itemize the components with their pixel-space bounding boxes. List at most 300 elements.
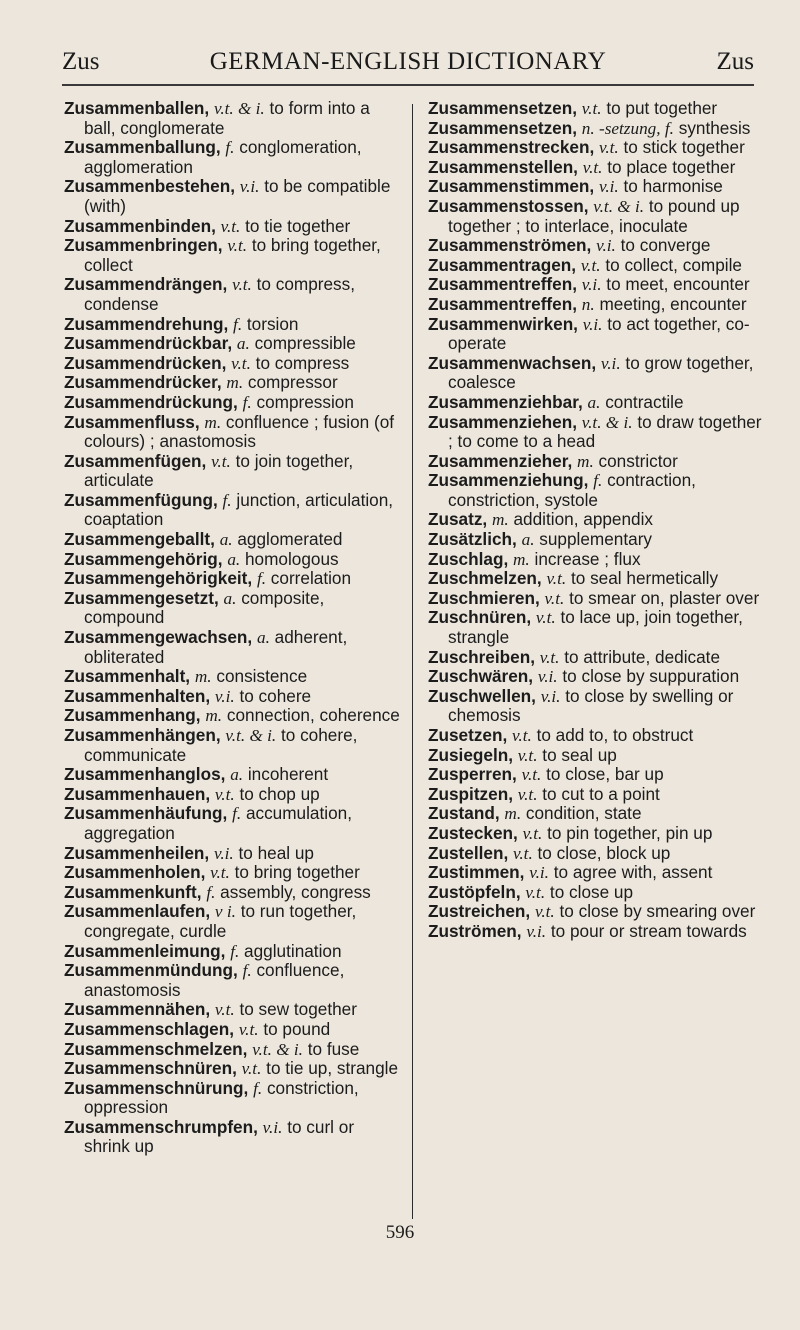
definition: to compress [255,352,350,373]
definition: to pound [263,1018,331,1039]
definition: to heal up [238,842,314,863]
headword: Zusammenballen, [64,98,210,118]
headword: Zuschwären, [428,666,534,687]
grammar-label: f. [230,941,240,961]
definition: composite, compound [84,587,325,628]
headword: Zuschlag, [428,548,509,569]
dictionary-entry [64,550,400,570]
grammar-label: m. [504,804,522,824]
definition: to act together, co-operate [448,313,750,354]
dictionary-entry [428,648,764,668]
dictionary-entry [64,236,400,275]
dictionary-entry [428,804,764,824]
headword: Zusammendrückung, [64,391,238,412]
headword: Zustand, [428,803,500,824]
dictionary-entry [64,706,400,726]
grammar-label: v.t. & i. [252,1039,303,1059]
headword: Zusammengehörig, [64,548,223,569]
definition: agglutination [244,940,342,961]
dictionary-entry [428,824,764,844]
grammar-label: v.t. [232,275,252,295]
grammar-label: v.t. [210,863,230,883]
definition: to chop up [239,783,320,804]
definition: to run together, congregate, curdle [84,901,357,941]
definition: to bring together [234,862,360,883]
definition: to pour or stream towards [550,920,747,941]
grammar-label: f. [222,490,232,510]
dictionary-entry [64,726,400,765]
headword: Zusammenstimmen, [428,176,595,197]
dictionary-entry [64,1040,400,1060]
dictionary-entry [428,315,764,354]
dictionary-entry [428,393,764,413]
grammar-label: v.t. & i. [225,726,277,745]
headword: Zusammenstellen, [428,156,578,177]
grammar-label: v.t. [513,843,533,863]
headword: Zusammenziehen, [428,411,577,432]
dictionary-entry [64,765,400,785]
dictionary-entry [428,177,764,197]
grammar-label: n. [581,294,595,314]
grammar-label: v.i. [213,843,234,863]
definition: confluence ; fusion (of colours) ; anastomosis [84,411,395,452]
dictionary-entry [428,589,764,609]
definition: supplementary [539,529,653,550]
running-head-left: Zus [62,48,100,75]
headword: Zusammensetzen, [428,117,578,138]
headword: Zusammenzieher, [428,450,573,471]
dictionary-entry [428,119,764,139]
grammar-label: v.t. [241,1059,262,1079]
dictionary-entry [64,354,400,374]
definition: to close by swelling or chemosis [448,685,734,726]
dictionary-entry [64,687,400,707]
definition: to tie together [245,215,351,236]
definition: to curl or shrink up [84,1116,355,1157]
grammar-label: n. -setzung, f. [581,118,674,138]
grammar-label: v.i. [596,236,616,256]
definition: to lace up, join together, strangle [448,607,743,648]
grammar-label: v.t. [211,451,231,471]
headword: Zusammentreffen, [428,293,577,314]
grammar-label: m. [492,510,509,530]
headword: Zusammenhängen, [64,725,221,745]
definition: to place together [607,156,736,177]
dictionary-entry [428,275,764,295]
definition: to seal hermetically [570,568,719,589]
dictionary-entry [64,452,400,491]
headword: Zusammengewachsen, [64,627,253,648]
headword: Zusammenholen, [64,862,206,883]
definition: to stick together [623,137,745,158]
grammar-label: v.i. [239,177,260,197]
definition: to bring together, collect [84,235,381,275]
dictionary-entry [64,413,400,452]
grammar-label: a. [219,530,233,550]
dictionary-entry [64,1079,400,1118]
dictionary-entry [428,197,764,236]
dictionary-entry [64,667,400,687]
headword: Zusammenkunft, [64,881,202,902]
dictionary-entry [64,491,400,530]
dictionary-entry [64,569,400,589]
definition: to put together [606,98,718,118]
headword: Zusammendrängen, [64,274,228,295]
grammar-label: a. [223,588,237,608]
dictionary-entry [428,138,764,158]
definition: to compress, condense [84,274,356,314]
grammar-label: v.t. [517,745,538,765]
grammar-label: v.t. [546,569,567,589]
definition: to agree with, assent [553,862,713,883]
headword: Zusammendrehung, [64,313,229,334]
grammar-label: m. [205,706,223,726]
headword: Zusammendrücken, [64,352,227,373]
grammar-label: v.t. [525,882,546,902]
headword: Zusammennähen, [64,999,211,1020]
dictionary-entry [64,393,400,413]
right-column [428,99,764,942]
grammar-label: v.t. [227,236,248,256]
definition: to close up [549,881,634,902]
definition: accumulation, aggregation [84,803,352,843]
dictionary-entry [64,804,400,843]
dictionary-entry [64,883,400,903]
dictionary-entry [64,315,400,335]
definition: conglomeration, agglomeration [84,137,362,177]
definition: to seal up [542,744,617,765]
headword: Zusammendrückbar, [64,333,233,354]
definition: to cohere, communicate [84,725,358,765]
grammar-label: f. [242,392,252,412]
dictionary-entry [428,902,764,922]
definition: assembly, congress [220,881,371,902]
headword: Zusammenwachsen, [428,352,597,373]
headword: Zuschnüren, [428,607,532,628]
grammar-label: v.t. [535,608,556,628]
definition: to close by smearing over [559,901,756,922]
definition: to tie up, strangle [266,1058,399,1079]
definition: to smear on, plaster over [569,587,760,608]
definition: torsion [246,313,299,334]
grammar-label: f. [225,138,235,158]
dictionary-entry [64,334,400,354]
headword: Zusammenschnüren, [64,1058,237,1079]
headword: Zusammenschmelzen, [64,1038,248,1059]
definition: increase ; flux [534,548,641,569]
definition: to close, bar up [546,764,664,785]
definition: compressible [254,333,356,354]
dictionary-entry [64,902,400,941]
headword: Zusammenwirken, [428,313,578,334]
headword: Zusammenhang, [64,705,201,726]
dictionary-entry [428,844,764,864]
grammar-label: v.t. & i. [581,412,633,432]
grammar-label: f. [593,471,603,491]
grammar-label: m. [226,373,244,393]
headword: Zusammenschlagen, [64,1018,235,1039]
dictionary-entry [428,883,764,903]
dictionary-entry [64,530,400,550]
grammar-label: f. [256,569,267,589]
grammar-label: f. [233,314,243,334]
grammar-label: f. [242,961,252,981]
headword: Zusammenmündung, [64,960,238,981]
grammar-label: v.t. [534,902,555,922]
definition: to form into a ball, conglomerate [84,98,370,138]
definition: compressor [247,372,338,393]
dictionary-entry [428,510,764,530]
definition: connection, coherence [226,705,400,726]
headword: Zusatz, [428,509,488,530]
dictionary-entry [64,138,400,177]
grammar-label: f. [253,1078,263,1098]
dictionary-entry [64,942,400,962]
headword: Zusammenleimung, [64,940,226,961]
definition: to join together, articulate [84,450,354,491]
dictionary-entry [428,550,764,570]
definition: agglomerated [237,529,343,550]
grammar-label: m. [513,549,530,569]
grammar-label: a. [236,334,250,354]
headword: Zustöpfeln, [428,881,521,902]
grammar-label: v.t. [580,255,601,275]
headword: Zusammenballung, [64,137,221,158]
grammar-label: v.t. [231,353,251,373]
dictionary-entry [428,863,764,883]
dictionary-entry [428,785,764,805]
grammar-label: v.i. [598,177,619,197]
grammar-label: v.i. [600,353,621,373]
headword: Zusammenstrecken, [428,137,595,158]
running-head-right: Zus [716,48,754,75]
headword: Zusammensetzen, [428,98,578,118]
dictionary-entry [428,746,764,766]
headword: Zuströmen, [428,920,522,941]
dictionary-entry [64,785,400,805]
grammar-label: v.t. [539,647,560,667]
dictionary-entry [428,471,764,510]
grammar-label: a. [587,392,601,412]
dictionary-entry [428,236,764,256]
dictionary-entry [428,354,764,393]
grammar-label: v.t. [581,99,602,118]
headword: Zuschreiben, [428,646,535,667]
headword: Zusetzen, [428,725,508,745]
grammar-label: v.t. & i. [593,196,645,216]
grammar-label: v.t. [214,1000,235,1020]
grammar-label: m. [577,451,594,471]
grammar-label: v.i. [262,1117,283,1137]
headword: Zustimmen, [428,862,525,883]
dictionary-entry [64,844,400,864]
headword: Zusammenhanglos, [64,764,226,785]
definition: to harmonise [623,176,723,197]
definition: condition, state [525,803,642,824]
headword: Zusammenstossen, [428,195,589,216]
headword: Zusammengeballt, [64,529,215,550]
headword: Zustreichen, [428,901,531,922]
dictionary-entry [428,256,764,276]
dictionary-entry [428,295,764,315]
definition: adherent, obliterated [84,627,348,667]
headword: Zusammenhalten, [64,685,211,706]
headword: Zustecken, [428,822,518,843]
definition: to add to, to obstruct [536,725,694,745]
grammar-label: v.t. [512,726,532,745]
definition: to collect, compile [605,254,742,275]
column-divider [412,104,413,1219]
dictionary-entry [64,217,400,237]
definition: to draw together ; to come to a head [448,411,762,452]
definition: constriction, oppression [84,1077,359,1118]
dictionary-entry [64,1059,400,1079]
headword: Zusammengesetzt, [64,587,219,608]
page-number: 596 [385,1222,415,1243]
definition: to close by suppuration [562,666,740,687]
grammar-label: v.t. [544,588,565,608]
dictionary-entry [428,99,764,119]
dictionary-entry [64,373,400,393]
grammar-label: v.t. [521,765,542,785]
grammar-label: f. [206,882,216,902]
headword: Zusammenfluss, [64,411,200,432]
grammar-label: v.t. [517,784,538,804]
left-column [64,99,400,1157]
dictionary-entry [428,608,764,647]
headword: Zusammenziehbar, [428,391,583,412]
headword: Zusammenschrumpfen, [64,1116,258,1137]
definition: incoherent [247,764,329,785]
definition: to pound up together ; to interlace, inoculate [448,195,740,236]
dictionary-entry [428,530,764,550]
dictionary-entry [428,158,764,178]
definition: to sew together [239,999,357,1020]
headword: Zusiegeln, [428,744,513,765]
definition: contraction, constriction, systole [448,470,696,510]
header-rule [62,84,754,86]
headword: Zusammenbinden, [64,215,216,236]
definition: contractile [605,391,684,412]
headword: Zusammenheilen, [64,842,210,863]
grammar-label: v.t. [522,823,543,843]
headword: Zusammenschnürung, [64,1077,249,1098]
definition: synthesis [678,117,751,138]
dictionary-entry [64,1118,400,1157]
dictionary-entry [64,177,400,216]
headword: Zusammenfügen, [64,450,207,471]
dictionary-entry [64,961,400,1000]
dictionary-entry [64,1020,400,1040]
definition: to grow together, coalesce [448,352,754,393]
headword: Zusammentreffen, [428,274,577,295]
headword: Zusammenströmen, [428,235,592,256]
definition: to pin together, pin up [547,822,713,843]
grammar-label: a. [230,765,244,785]
grammar-label: v.i. [529,863,549,883]
dictionary-entry [428,765,764,785]
dictionary-entry [428,687,764,726]
grammar-label: v.t. [582,157,603,177]
headword: Zusammengehörigkeit, [64,568,253,589]
dictionary-entry [428,452,764,472]
headword: Zusammentragen, [428,254,577,275]
definition: to converge [620,235,711,256]
dictionary-entry [428,667,764,687]
headword: Zusammenhauen, [64,783,211,804]
grammar-label: v i. [214,902,236,922]
definition: junction, articulation, coaptation [84,489,394,530]
definition: consistence [216,666,308,687]
headword: Zuschmieren, [428,587,540,608]
dictionary-entry [64,99,400,138]
headword: Zustellen, [428,842,509,863]
headword: Zusammenbringen, [64,235,223,256]
headword: Zusammenlaufen, [64,901,211,922]
headword: Zuschwellen, [428,685,536,706]
grammar-label: a. [227,549,241,569]
dictionary-entry [64,275,400,314]
dictionary-entry [64,589,400,628]
definition: constrictor [598,450,678,471]
definition: to fuse [307,1038,360,1059]
definition: to cohere [239,685,312,706]
grammar-label: v.i. [526,921,547,941]
definition: compression [256,391,354,412]
dictionary-entry [428,569,764,589]
headword: Zuschmelzen, [428,568,542,589]
headword: Zusätzlich, [428,529,517,550]
grammar-label: v.i. [537,667,558,687]
grammar-label: v.t. [238,1019,259,1039]
dictionary-entry [64,1000,400,1020]
definition: homologous [244,548,339,569]
dictionary-entry [428,726,764,746]
grammar-label: v.i. [214,686,235,706]
definition: to be compatible (with) [84,176,391,216]
headword: Zusammenhäufung, [64,803,228,824]
definition: to meet, encounter [606,274,750,295]
grammar-label: a. [256,628,270,648]
definition: to cut to a point [542,783,660,804]
dictionary-entry [428,413,764,452]
definition: confluence, anastomosis [84,960,345,1000]
grammar-label: v.t. & i. [213,99,265,118]
dictionary-entry [428,922,764,942]
page-header [62,48,754,82]
headword: Zusammendrücker, [64,372,222,393]
definition: meeting, encounter [599,293,747,314]
grammar-label: v.t. [599,138,619,158]
grammar-label: v.t. [214,784,235,804]
headword: Zusammenziehung, [428,470,589,491]
headword: Zusammenfügung, [64,489,218,510]
grammar-label: v.i. [540,686,561,706]
headword: Zusammenhalt, [64,666,191,687]
dictionary-entry [64,628,400,667]
grammar-label: m. [194,667,212,687]
grammar-label: v.i. [581,275,602,295]
definition: correlation [270,568,352,589]
definition: addition, appendix [513,509,654,530]
dictionary-entry [64,863,400,883]
headword: Zusammenbestehen, [64,176,235,197]
headword: Zusperren, [428,764,517,785]
grammar-label: v.t. [220,216,241,236]
grammar-label: m. [204,412,222,432]
grammar-label: f. [232,804,242,824]
headword: Zuspitzen, [428,783,513,804]
